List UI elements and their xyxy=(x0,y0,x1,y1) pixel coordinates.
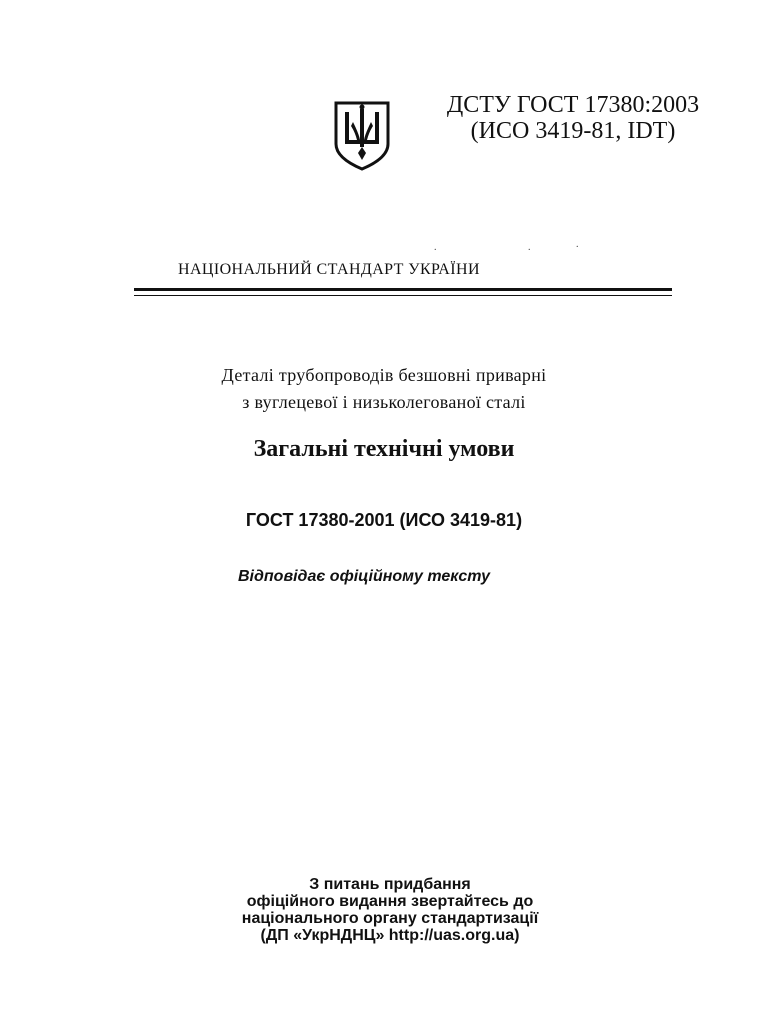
trident-icon xyxy=(333,100,391,172)
designation-line: ДСТУ ГОСТ 17380:2003 xyxy=(446,92,700,118)
subtitle-line: Деталі трубопроводів безшовні приварні xyxy=(221,365,547,385)
designation-line: (ИСО 3419-81, IDT) xyxy=(470,118,676,144)
document-title: Загальні технічні умови xyxy=(253,436,515,462)
gost-reference: ГОСТ 17380-2001 (ИСО 3419-81) xyxy=(245,510,523,530)
divider xyxy=(134,295,672,296)
standard-designation xyxy=(428,92,718,144)
divider xyxy=(134,288,672,291)
purchase-note-line: З питань придбання xyxy=(309,876,471,893)
national-standard-heading: НАЦІОНАЛЬНИЙ СТАНДАРТ УКРАЇНИ xyxy=(178,261,480,278)
official-text-note: Відповідає офіційному тексту xyxy=(238,568,490,585)
purchase-note xyxy=(180,876,600,944)
purchase-note-line: офіційного видання звертайтесь до xyxy=(246,893,534,910)
subtitle-line: з вуглецевої і низьколегованої сталі xyxy=(242,392,526,412)
purchase-note-line: (ДП «УкрНДНЦ» http://uas.org.ua) xyxy=(260,927,520,944)
document-subtitle xyxy=(120,362,648,416)
purchase-note-line: національного органу стандартизації xyxy=(241,910,539,927)
